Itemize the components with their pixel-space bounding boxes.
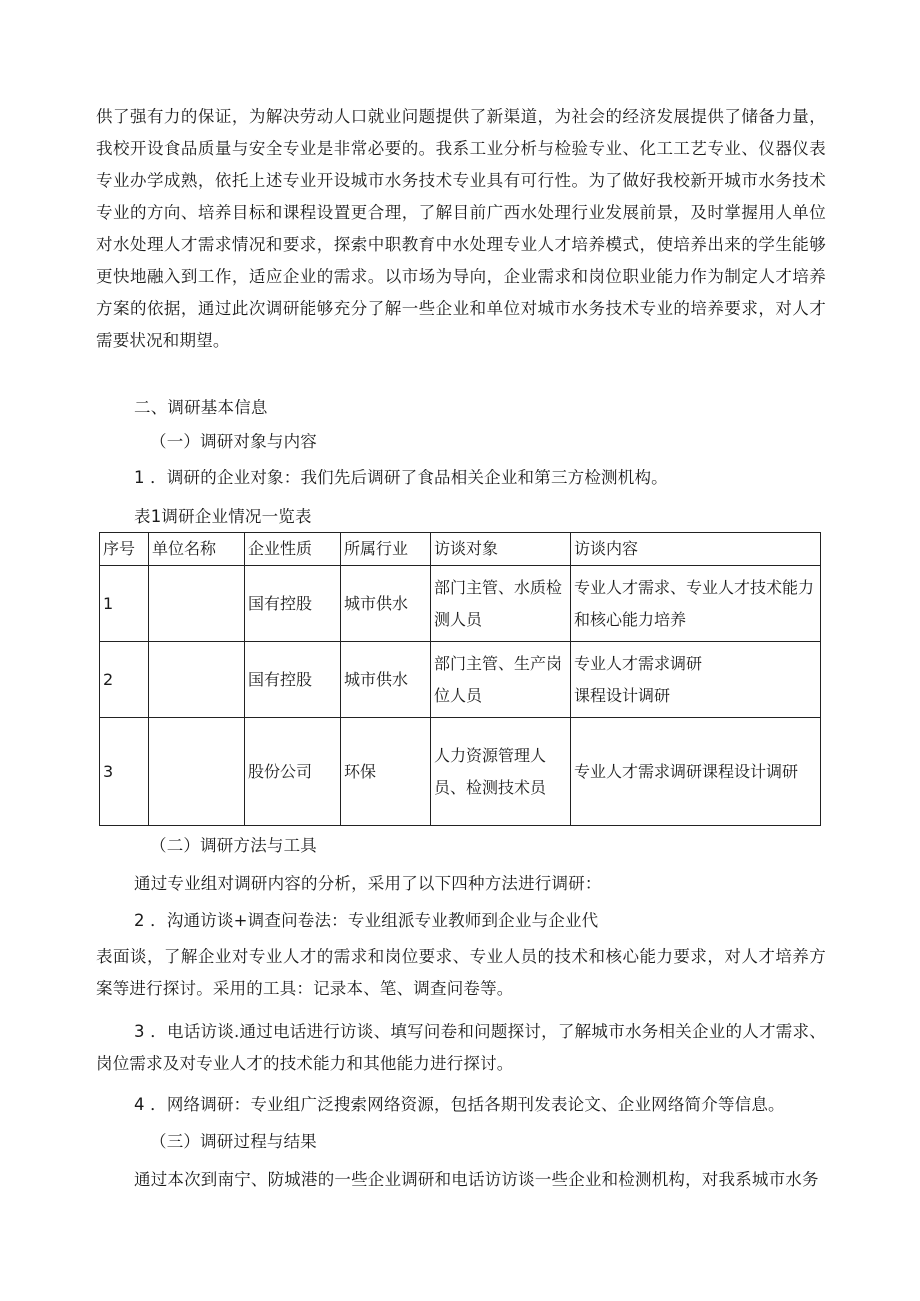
list-item-3: 3 ．电话访谈.通过电话进行访谈、填写问卷和问题探讨，了解城市水务相关企业的人才需求、岗位需求及对专业人才的技术能力和其他能力进行探讨。 [96,1022,826,1073]
row-number: 2 [100,642,149,718]
list-item-2: 2 ．沟通访谈+调查问卷法：专业组派专业教师到企业与企业代 [134,911,599,930]
subsection-heading-1: （一）调研对象与内容 [150,432,317,451]
table-row [100,566,821,642]
interview-content-line: 课程设计调研 [574,685,671,705]
interview-content-line: 专业人才需求调研 [574,653,703,673]
industry: 城市供水 [341,566,431,642]
header-cell: 访谈对象 [431,533,571,566]
interviewee: 人力资源管理人员、检测技术员 [431,718,571,826]
interview-content: 专业人才需求、专业人才技术能力和核心能力培养 [571,566,821,642]
subsection-heading-3: （三）调研过程与结果 [150,1132,317,1151]
header-cell: 访谈内容 [571,533,821,566]
subsection-heading-2: （二）调研方法与工具 [150,836,317,855]
interviewee: 部门主管、生产岗位人员 [431,642,571,718]
table-header-row [100,533,821,566]
closing-paragraph: 通过本次到南宁、防城港的一些企业调研和电话访访谈一些企业和检测机构，对我系城市水务 [134,1170,819,1189]
enterprise-nature: 国有控股 [245,566,341,642]
table-row [100,642,821,718]
interview-content [571,642,821,718]
table-row [100,718,821,826]
survey-table [99,532,821,826]
row-number: 3 [100,718,149,826]
header-cell: 序号 [100,533,149,566]
industry: 环保 [341,718,431,826]
table-caption: 表1调研企业情况一览表 [134,507,312,526]
list-item-1: 1 ．调研的企业对象：我们先后调研了食品相关企业和第三方检测机构。 [134,468,668,487]
unit-name [149,642,245,718]
interview-content: 专业人才需求调研课程设计调研 [571,718,821,826]
methods-intro: 通过专业组对调研内容的分析，采用了以下四种方法进行调研： [134,874,602,893]
header-cell: 企业性质 [245,533,341,566]
list-item-2-continued: 表面谈，了解企业对专业人才的需求和岗位要求、专业人员的技术和核心能力要求，对人才培养方案等进行探讨。采用的工具：记录本、笔、调查问卷等。 [96,947,826,998]
enterprise-nature: 国有控股 [245,642,341,718]
enterprise-nature: 股份公司 [245,718,341,826]
section-heading: 二、调研基本信息 [134,398,268,417]
unit-name [149,566,245,642]
industry: 城市供水 [341,642,431,718]
row-number: 1 [100,566,149,642]
interviewee: 部门主管、水质检测人员 [431,566,571,642]
header-cell: 单位名称 [149,533,245,566]
intro-paragraph: 供了强有力的保证，为解决劳动人口就业问题提供了新渠道，为社会的经济发展提供了储备力量，我校开设食品质量与安全专业是非常必要的。我系工业分析与检验专业、化工工艺专业、仪器仪表专业办学成熟，依托上述专业开设城市水务技术专业具有可行性。为了做好我校新开城市水务技术专业的方向、培养目标和课程设置更合理，了解目前广西水处理行业发展前景，及时掌握用人单位对水处理人才需求情况和要求，探索中职教育中水处理专业人才培养模式，使培养出来的学生能够更快地融入到工作，适应企业的需求。以市场为导向，企业需求和岗位职业能力作为制定人才培养方案的依据，通过此次调研能够充分了解一些企业和单位对城市水务技术专业的培养要求，对人才需要状况和期望。 [96,107,826,350]
list-item-4: 4 ．网络调研：专业组广泛搜索网络资源，包括各期刊发表论文、企业网络简介等信息。 [134,1095,785,1114]
unit-name [149,718,245,826]
header-cell: 所属行业 [341,533,431,566]
